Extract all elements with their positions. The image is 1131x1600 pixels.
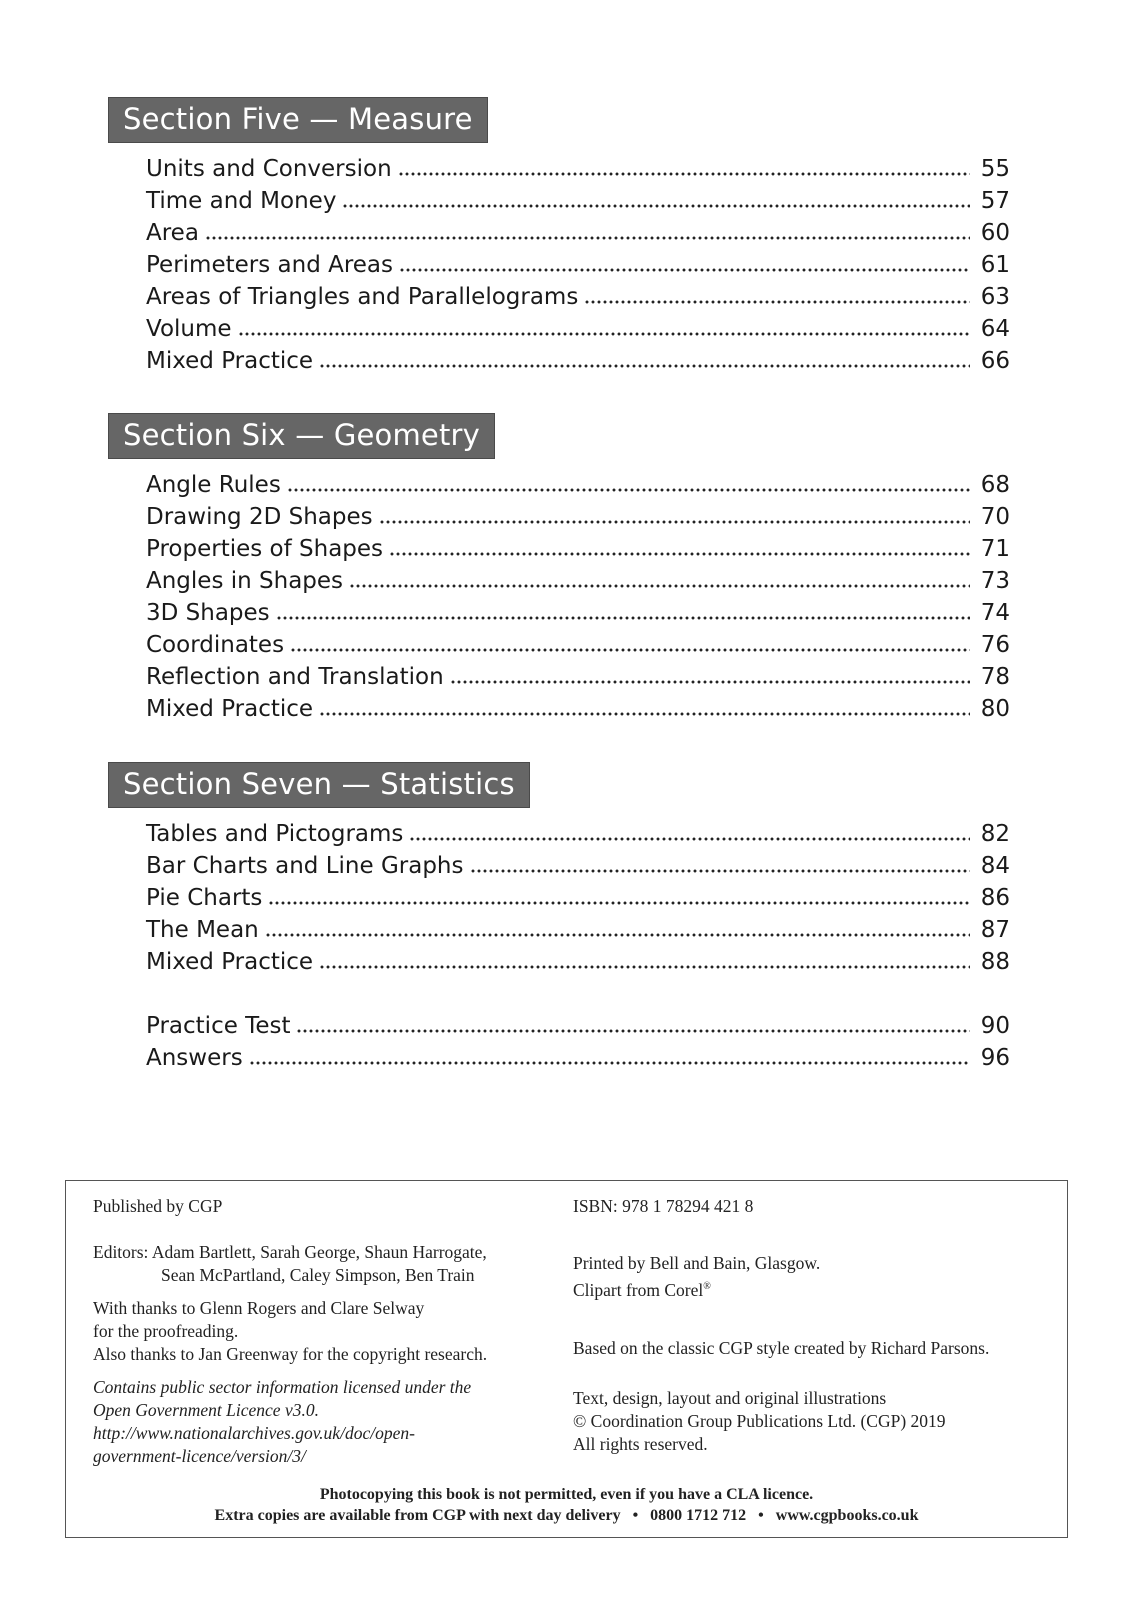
toc-entry-page: 82: [980, 821, 1010, 847]
copyright-line: All rights reserved.: [573, 1433, 708, 1454]
dot-leader: [238, 332, 970, 336]
toc-entry-label: Units and Conversion: [146, 156, 392, 182]
toc-entry[interactable]: [146, 882, 1010, 914]
toc-entry-label: 3D Shapes: [146, 600, 270, 626]
toc-entry-label: Area: [146, 220, 199, 246]
toc-entry-page: 88: [980, 949, 1010, 975]
dot-leader: [379, 520, 970, 524]
toc-entry-label: The Mean: [146, 917, 259, 943]
section-seven: [108, 762, 1010, 978]
toc-entry[interactable]: [146, 597, 1010, 629]
toc-entry-label: Pie Charts: [146, 885, 263, 911]
extras-section: [108, 1010, 1010, 1074]
toc-entry-page: 60: [980, 220, 1010, 246]
toc-entry-page: 87: [980, 917, 1010, 943]
toc-entry-page: 63: [980, 284, 1010, 310]
dot-leader: [399, 268, 970, 272]
dot-leader: [265, 933, 970, 937]
toc-entry-label: Mixed Practice: [146, 348, 314, 374]
dot-leader: [319, 712, 970, 716]
dot-leader: [584, 300, 970, 304]
dot-leader: [342, 204, 970, 208]
toc-entry-page: 61: [980, 252, 1010, 278]
printed-by: Printed by Bell and Bain, Glasgow.: [573, 1253, 821, 1273]
toc-entry-page: 84: [980, 853, 1010, 879]
copyright-line: Text, design, layout and original illustrations: [573, 1387, 887, 1408]
dot-leader: [470, 869, 971, 873]
licence-line: Contains public sector information licensed under the: [93, 1377, 472, 1397]
toc-entry[interactable]: [146, 313, 1010, 345]
toc-entry[interactable]: [146, 533, 1010, 565]
toc-entry[interactable]: [146, 565, 1010, 597]
credits-box: [65, 1180, 1068, 1538]
toc-entry-label: Perimeters and Areas: [146, 252, 394, 278]
toc-entry-label: Areas of Triangles and Parallelograms: [146, 284, 579, 310]
section-header: Section Seven — Statistics: [108, 762, 530, 808]
toc-list: [108, 1010, 1010, 1074]
toc-entry-label: Mixed Practice: [146, 696, 314, 722]
dot-leader: [398, 172, 970, 176]
credits-right-column: [573, 1195, 1043, 1456]
dot-leader: [319, 965, 970, 969]
toc-entry[interactable]: [146, 693, 1010, 725]
toc-entry[interactable]: [146, 661, 1010, 693]
toc-entry-page: 68: [980, 472, 1010, 498]
toc-entry-page: 55: [980, 156, 1010, 182]
toc-entry[interactable]: [146, 818, 1010, 850]
dot-leader: [276, 616, 970, 620]
toc-entry-page: 80: [980, 696, 1010, 722]
toc-entry[interactable]: [146, 185, 1010, 217]
style-credit: Based on the classic CGP style created by Richard Parsons.: [573, 1337, 990, 1358]
clipart-credit: [573, 1275, 1043, 1302]
toc-entry-label: Drawing 2D Shapes: [146, 504, 373, 530]
registered-mark: ®: [703, 1281, 711, 1292]
toc-entry-page: 57: [980, 188, 1010, 214]
toc-list: [108, 818, 1010, 978]
toc-entry[interactable]: [146, 629, 1010, 661]
contact-line: Extra copies are available from CGP with next day delivery • 0800 1712 712 • www.cgpbooks.co.uk: [214, 1507, 919, 1524]
toc-entry-page: 74: [980, 600, 1010, 626]
credits-footer: [66, 1484, 1067, 1526]
toc-entry[interactable]: [146, 469, 1010, 501]
toc-entry-label: Tables and Pictograms: [146, 821, 404, 847]
toc-entry[interactable]: [146, 345, 1010, 377]
licence-url: government-licence/version/3/: [93, 1446, 306, 1466]
licence-line: Open Government Licence v3.0.: [93, 1400, 319, 1420]
toc-entry-label: Time and Money: [146, 188, 337, 214]
toc-entry-page: 71: [980, 536, 1010, 562]
dot-leader: [205, 236, 970, 240]
toc-entry-page: 96: [980, 1045, 1010, 1071]
toc-entry[interactable]: [146, 153, 1010, 185]
toc-entry-page: 76: [980, 632, 1010, 658]
dot-leader: [319, 364, 970, 368]
toc-entry[interactable]: [146, 946, 1010, 978]
toc-entry-page: 90: [980, 1013, 1010, 1039]
credits-left-column: [93, 1195, 563, 1468]
thanks-line: With thanks to Glenn Rogers and Clare Selway: [93, 1298, 425, 1318]
dot-leader: [349, 584, 970, 588]
dot-leader: [249, 1061, 970, 1065]
toc-entry[interactable]: [146, 850, 1010, 882]
toc-list: [108, 153, 1010, 377]
toc-entry[interactable]: [146, 249, 1010, 281]
dot-leader: [450, 680, 970, 684]
toc-entry[interactable]: [146, 1010, 1010, 1042]
toc-entry-page: 64: [980, 316, 1010, 342]
toc-entry-label: Bar Charts and Line Graphs: [146, 853, 464, 879]
toc-entry-label: Angle Rules: [146, 472, 281, 498]
dot-leader: [389, 552, 970, 556]
editors-line: Sean McPartland, Caley Simpson, Ben Train: [161, 1265, 475, 1285]
photocopy-notice: Photocopying this book is not permitted, even if you have a CLA licence.: [319, 1486, 814, 1503]
toc-entry-label: Properties of Shapes: [146, 536, 384, 562]
toc-entry[interactable]: [146, 1042, 1010, 1074]
toc-entry-label: Answers: [146, 1045, 243, 1071]
toc-entry-label: Volume: [146, 316, 232, 342]
copyright-line: © Coordination Group Publications Ltd. (CGP) 2019: [573, 1410, 946, 1431]
toc-entry[interactable]: [146, 914, 1010, 946]
dot-leader: [287, 488, 970, 492]
thanks-line: for the proofreading.: [93, 1321, 239, 1341]
toc-entry-label: Coordinates: [146, 632, 285, 658]
toc-list: [108, 469, 1010, 725]
toc-entry-page: 73: [980, 568, 1010, 594]
dot-leader: [268, 901, 970, 905]
toc-entry[interactable]: [146, 217, 1010, 249]
isbn: ISBN: 978 1 78294 421 8: [573, 1196, 754, 1216]
clipart-text: Clipart from Corel: [573, 1279, 704, 1300]
editors-line: Editors: Adam Bartlett, Sarah George, Shaun Harrogate,: [93, 1242, 487, 1262]
toc-entry-page: 66: [980, 348, 1010, 374]
toc-entry-page: 78: [980, 664, 1010, 690]
toc-entry[interactable]: [146, 501, 1010, 533]
section-five: [108, 97, 1010, 377]
published-by: Published by CGP: [93, 1196, 223, 1216]
dot-leader: [409, 837, 970, 841]
toc-entry-label: Angles in Shapes: [146, 568, 344, 594]
toc-entry-page: 70: [980, 504, 1010, 530]
section-six: [108, 413, 1010, 725]
toc-entry-label: Reflection and Translation: [146, 664, 444, 690]
toc-entry-label: Mixed Practice: [146, 949, 314, 975]
licence-url: http://www.nationalarchives.gov.uk/doc/open-: [93, 1423, 415, 1443]
section-header: Section Five — Measure: [108, 97, 488, 143]
toc-entry-label: Practice Test: [146, 1013, 291, 1039]
thanks-line: Also thanks to Jan Greenway for the copyright research.: [93, 1344, 488, 1364]
toc-entry-page: 86: [980, 885, 1010, 911]
dot-leader: [290, 648, 970, 652]
toc-entry[interactable]: [146, 281, 1010, 313]
section-header: Section Six — Geometry: [108, 413, 495, 459]
dot-leader: [296, 1029, 970, 1033]
